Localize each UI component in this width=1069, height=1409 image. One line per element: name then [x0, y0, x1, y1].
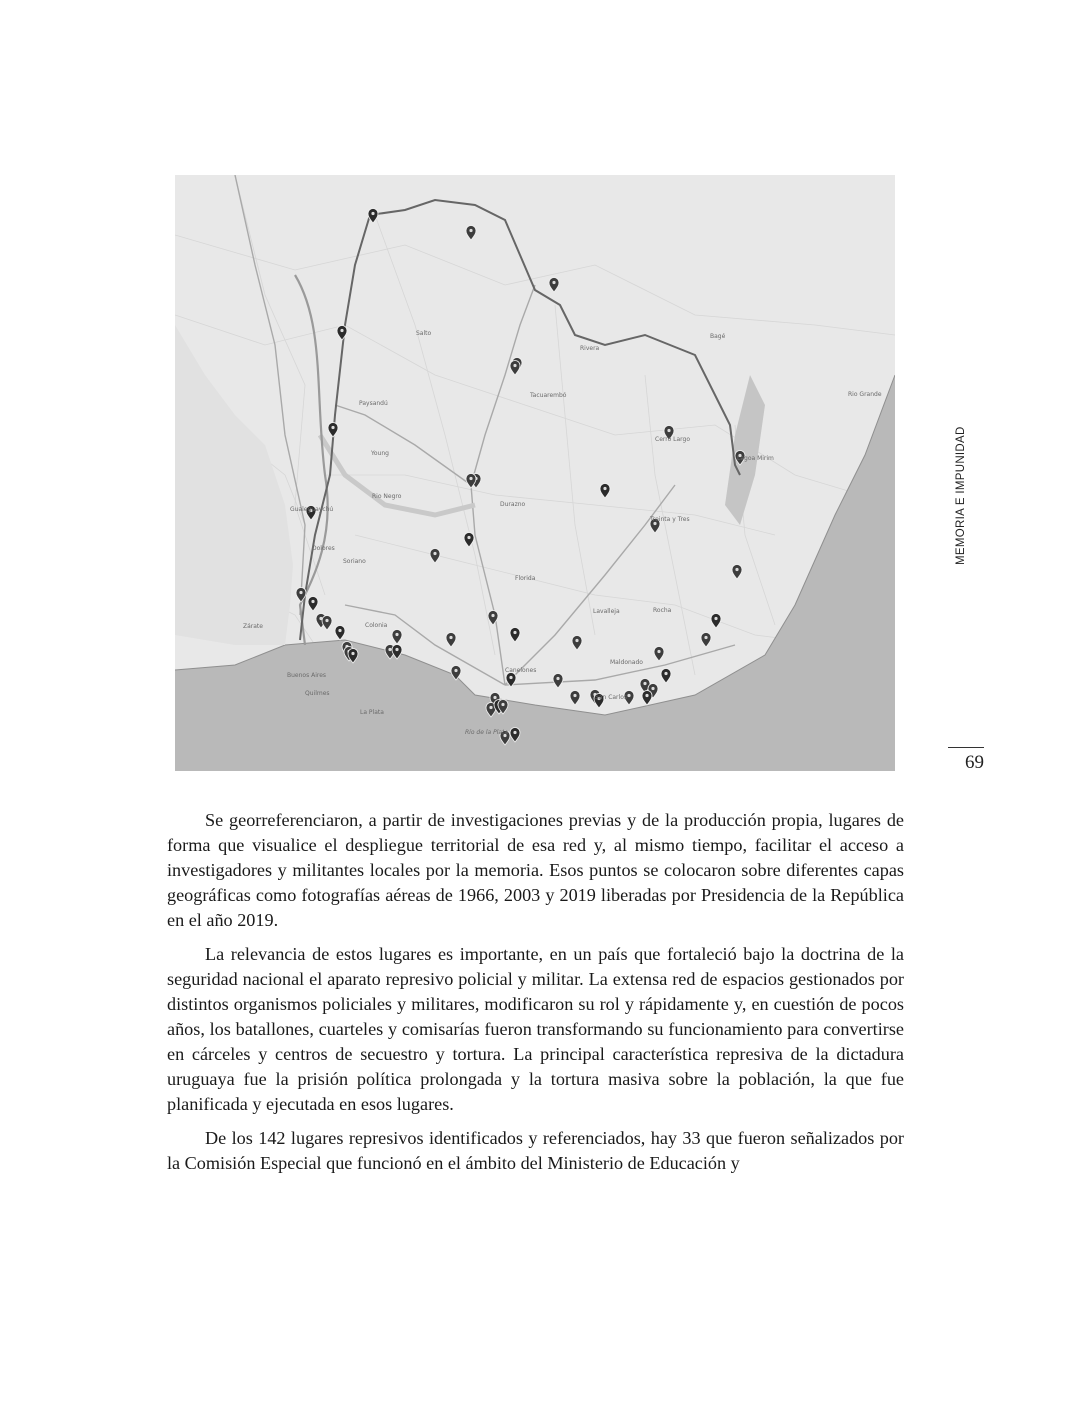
map-label-dolores: Dolores — [312, 545, 335, 552]
location-marker-dot — [704, 636, 707, 639]
map-label-bage: Bagé — [710, 333, 726, 340]
location-marker-dot — [371, 212, 374, 215]
map-label-quilmes: Quilmes — [305, 690, 330, 697]
location-marker-dot — [469, 229, 472, 232]
map-canvas — [175, 175, 895, 771]
map-label-salto: Salto — [416, 330, 432, 337]
map-label-rivera: Rivera — [580, 345, 600, 352]
location-marker-dot — [603, 487, 606, 490]
location-marker-dot — [556, 677, 559, 680]
location-marker-dot — [645, 694, 648, 697]
paragraph-3: De los 142 lugares represivos identificados y referenciados, hay 33 que fueron señalizados por la Comisión Especial que funcionó en el ámbito del Ministerio de Educación y — [167, 1128, 904, 1173]
location-marker-dot — [388, 648, 391, 651]
map-label-rio-grande: Rio Grande — [848, 391, 882, 398]
location-marker-dot — [501, 703, 504, 706]
location-marker-dot — [667, 429, 670, 432]
location-marker-dot — [575, 639, 578, 642]
map-label-zarate: Zárate — [243, 623, 263, 630]
map-figure — [175, 175, 895, 771]
paragraph-1: Se georreferenciaron, a partir de investigaciones previas y de la producción propia, lugares de forma que visualice el despliegue territorial de esa red y, al mismo tiempo, facilitar el acceso a investigadores y militantes locales por la memoria. Esos puntos se colocaron sobre diferentes capas geográficas como fotografías aéreas de 1966, 2003 y 2019 liberadas por Presidencia de la República en el año 2019. — [167, 810, 904, 930]
location-marker-dot — [735, 568, 738, 571]
location-marker-dot — [651, 687, 654, 690]
location-marker-dot — [331, 426, 334, 429]
map-label-san-carlos: San Carlos — [595, 694, 627, 701]
page-number-rule — [948, 747, 984, 748]
location-marker-dot — [338, 629, 341, 632]
map-label-cerro-largo: Cerro Largo — [655, 436, 691, 443]
map-label-lavalleja: Lavalleja — [593, 608, 620, 615]
location-marker-dot — [449, 636, 452, 639]
page-number: 69 — [965, 752, 984, 773]
map-label-paysandu: Paysandú — [359, 400, 388, 407]
location-marker-dot — [509, 676, 512, 679]
location-marker-dot — [395, 648, 398, 651]
body-text — [167, 808, 904, 1185]
location-marker-dot — [664, 672, 667, 675]
location-marker-dot — [643, 682, 646, 685]
location-marker-dot — [469, 477, 472, 480]
map-label-maldonado: Maldonado — [610, 659, 643, 666]
location-marker-dot — [351, 652, 354, 655]
location-marker-dot — [513, 631, 516, 634]
map-label-buenos-aires: Buenos Aires — [287, 672, 327, 679]
location-marker-dot — [627, 694, 630, 697]
location-marker-dot — [491, 614, 494, 617]
map-label-soriano: Soriano — [343, 558, 366, 565]
location-marker-dot — [340, 329, 343, 332]
location-marker-dot — [552, 281, 555, 284]
location-marker-dot — [489, 706, 492, 709]
location-marker-dot — [513, 731, 516, 734]
location-marker-dot — [299, 591, 302, 594]
map-label-canelones: Canelones — [505, 667, 537, 674]
location-marker-dot — [311, 600, 314, 603]
location-marker-dot — [714, 617, 717, 620]
location-marker-dot — [325, 619, 328, 622]
map-label-lagoa-mirim: Lagoa Mirim — [737, 455, 774, 462]
location-marker-dot — [395, 633, 398, 636]
map-label-treinta-y-tres: Treinta y Tres — [650, 516, 690, 523]
location-marker-dot — [573, 694, 576, 697]
location-marker-dot — [467, 536, 470, 539]
map-label-tacuarembo: Tacuarembó — [530, 392, 567, 399]
map-label-rocha: Rocha — [653, 607, 672, 614]
location-marker-dot — [433, 552, 436, 555]
map-label-colonia: Colonia — [365, 622, 388, 629]
location-marker-dot — [657, 650, 660, 653]
map-label-young: Young — [371, 450, 389, 457]
map-label-gualeguaychu: Gualeguaychú — [290, 506, 334, 513]
paragraph-2: La relevancia de estos lugares es importante, en un país que fortaleció bajo la doctrina de la seguridad nacional el aparato represivo policial y militar. La extensa red de espacios gestionados por distintos organismos policiales y militares, modificaron su rol y rápidamente y, en cuestión de pocos años, los batallones, cuarteles y comisarías fueron transformando su funcionamiento para convertirse en cárceles y centros de secuestro y tortura. La principal característica represiva de la dictadura uruguaya fue la prisión política prolongada y la tortura masiva sobre la población, la que fue planificada y ejecutada en esos lugares. — [167, 944, 904, 1114]
map-label-la-plata: La Plata — [360, 709, 384, 716]
map-label-durazno: Durazno — [500, 501, 526, 508]
running-head: MEMORIA E IMPUNIDAD — [955, 426, 967, 565]
location-marker-dot — [513, 364, 516, 367]
map-label-rio-de-la-plata: Río de la Plata — [465, 729, 509, 736]
map-label-rio-negro: Rio Negro — [372, 493, 402, 500]
location-marker-dot — [493, 696, 496, 699]
location-marker-dot — [454, 669, 457, 672]
map-label-florida: Florida — [515, 575, 536, 582]
